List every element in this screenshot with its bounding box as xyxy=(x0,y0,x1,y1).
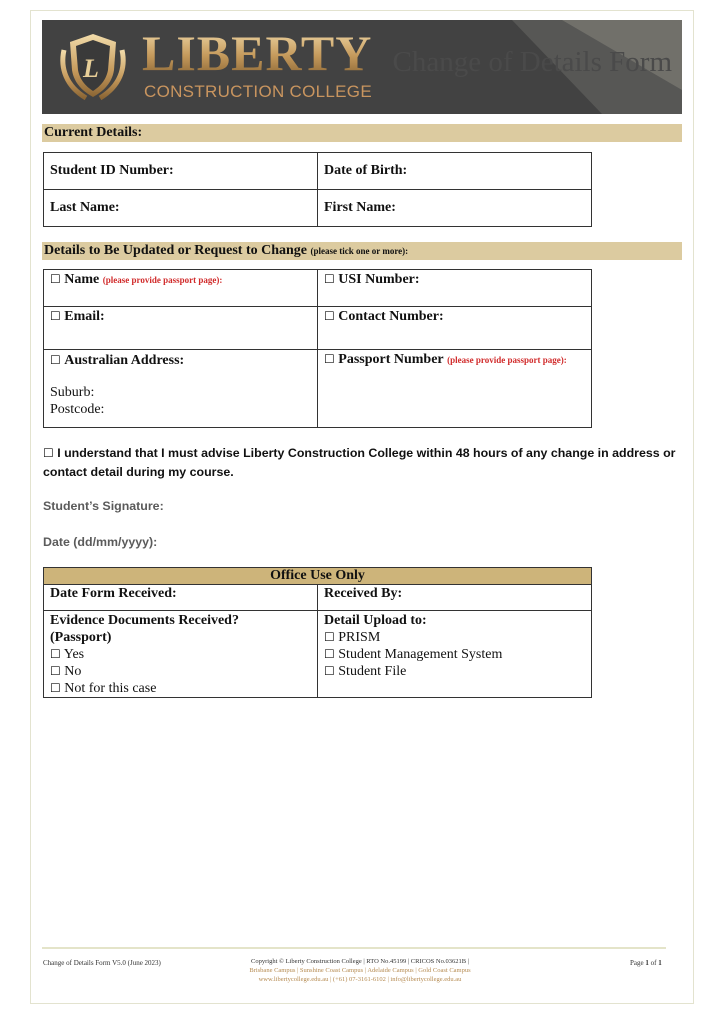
usi-label: USI Number: xyxy=(338,272,420,287)
evidence-cell xyxy=(44,611,318,698)
upload-option-prism[interactable]: ☐ PRISM xyxy=(324,630,381,645)
checkbox-icon[interactable]: ☐ xyxy=(50,664,61,678)
update-details-heading xyxy=(42,242,682,260)
upload-option-student-file[interactable]: ☐ Student File xyxy=(324,664,407,679)
footer-center xyxy=(210,957,510,984)
footer-divider xyxy=(42,947,666,949)
postcode-label: Postcode: xyxy=(50,402,105,417)
office-use-table xyxy=(43,567,592,698)
first-name-field[interactable]: First Name: xyxy=(318,190,592,227)
footer-contact: www.libertycollege.edu.au | (+61) 07-3161-6102 | info@libertycollege.edu.au xyxy=(258,976,462,983)
current-details-heading: Current Details: xyxy=(42,124,682,142)
date-label: Date (dd/mm/yyyy): xyxy=(43,535,158,549)
evidence-option-no[interactable]: ☐ No xyxy=(50,664,82,679)
email-label: Email: xyxy=(64,309,105,324)
footer-copyright: Copyright © Liberty Construction College | RTO No.45199 | CRICOS No.03621B | xyxy=(251,958,469,965)
update-details-table xyxy=(43,269,592,428)
email-option[interactable] xyxy=(44,307,318,350)
passport-note: (please provide passport page): xyxy=(447,355,567,365)
name-option[interactable] xyxy=(44,270,318,307)
address-label: Australian Address: xyxy=(64,353,185,368)
checkbox-icon[interactable]: ☐ xyxy=(324,647,335,661)
crest-letter: L xyxy=(83,54,99,83)
signature-label: Student’s Signature: xyxy=(43,499,164,513)
passport-number-label: Passport Number xyxy=(338,352,444,367)
checkbox-icon[interactable]: ☐ xyxy=(50,272,61,286)
received-by-field[interactable]: Received By: xyxy=(318,585,592,611)
student-id-field[interactable]: Student ID Number: xyxy=(44,153,318,190)
current-details-table xyxy=(43,152,592,227)
evidence-option-na[interactable]: ☐ Not for this case xyxy=(50,681,157,696)
checkbox-icon[interactable]: ☐ xyxy=(50,353,61,367)
date-form-received-field[interactable]: Date Form Received: xyxy=(44,585,318,611)
contact-number-label: Contact Number: xyxy=(338,309,444,324)
checkbox-icon[interactable]: ☐ xyxy=(324,309,335,323)
header-banner xyxy=(42,20,682,114)
checkbox-icon[interactable]: ☐ xyxy=(50,647,61,661)
evidence-sub: (Passport) xyxy=(50,630,112,645)
upload-cell xyxy=(318,611,592,698)
form-title: Change of Details Form xyxy=(392,46,672,78)
update-details-note: (please tick one or more): xyxy=(310,246,409,256)
checkbox-icon[interactable]: ☐ xyxy=(50,681,61,695)
checkbox-icon[interactable]: ☐ xyxy=(324,630,335,644)
upload-option-sms[interactable]: ☐ Student Management System xyxy=(324,647,503,662)
footer-page-number: Page 1 of 1 xyxy=(630,959,662,967)
declaration-text: I understand that I must advise Liberty Construction College within 48 hours of any change in address or contact detail during my course. xyxy=(43,446,676,479)
footer-campuses: Brisbane Campus | Sunshine Coast Campus | Adelaide Campus | Gold Coast Campus xyxy=(249,967,471,974)
name-note: (please provide passport page): xyxy=(102,275,223,285)
evidence-label: Evidence Documents Received? xyxy=(50,613,239,628)
usi-option[interactable] xyxy=(318,270,592,307)
update-details-title: Details to Be Updated or Request to Change xyxy=(44,243,308,258)
checkbox-icon[interactable]: ☐ xyxy=(324,272,335,286)
declaration-checkbox-icon[interactable]: ☐ xyxy=(43,446,54,460)
checkbox-icon[interactable]: ☐ xyxy=(324,664,335,678)
passport-number-option[interactable] xyxy=(318,350,592,428)
brand-name: LIBERTY xyxy=(142,25,373,81)
upload-label: Detail Upload to: xyxy=(324,613,427,628)
footer-version: Change of Details Form V5.0 (June 2023) xyxy=(43,959,161,967)
suburb-label: Suburb: xyxy=(50,385,95,400)
declaration xyxy=(43,444,683,482)
brand-subtitle: CONSTRUCTION COLLEGE xyxy=(144,82,372,101)
checkbox-icon[interactable]: ☐ xyxy=(50,309,61,323)
address-option[interactable] xyxy=(44,350,318,428)
evidence-option-yes[interactable]: ☐ Yes xyxy=(50,647,85,662)
checkbox-icon[interactable]: ☐ xyxy=(324,352,335,366)
last-name-field[interactable]: Last Name: xyxy=(44,190,318,227)
contact-number-option[interactable] xyxy=(318,307,592,350)
office-use-title: Office Use Only xyxy=(44,568,592,585)
name-label: Name xyxy=(64,272,100,287)
date-of-birth-field[interactable]: Date of Birth: xyxy=(318,153,592,190)
